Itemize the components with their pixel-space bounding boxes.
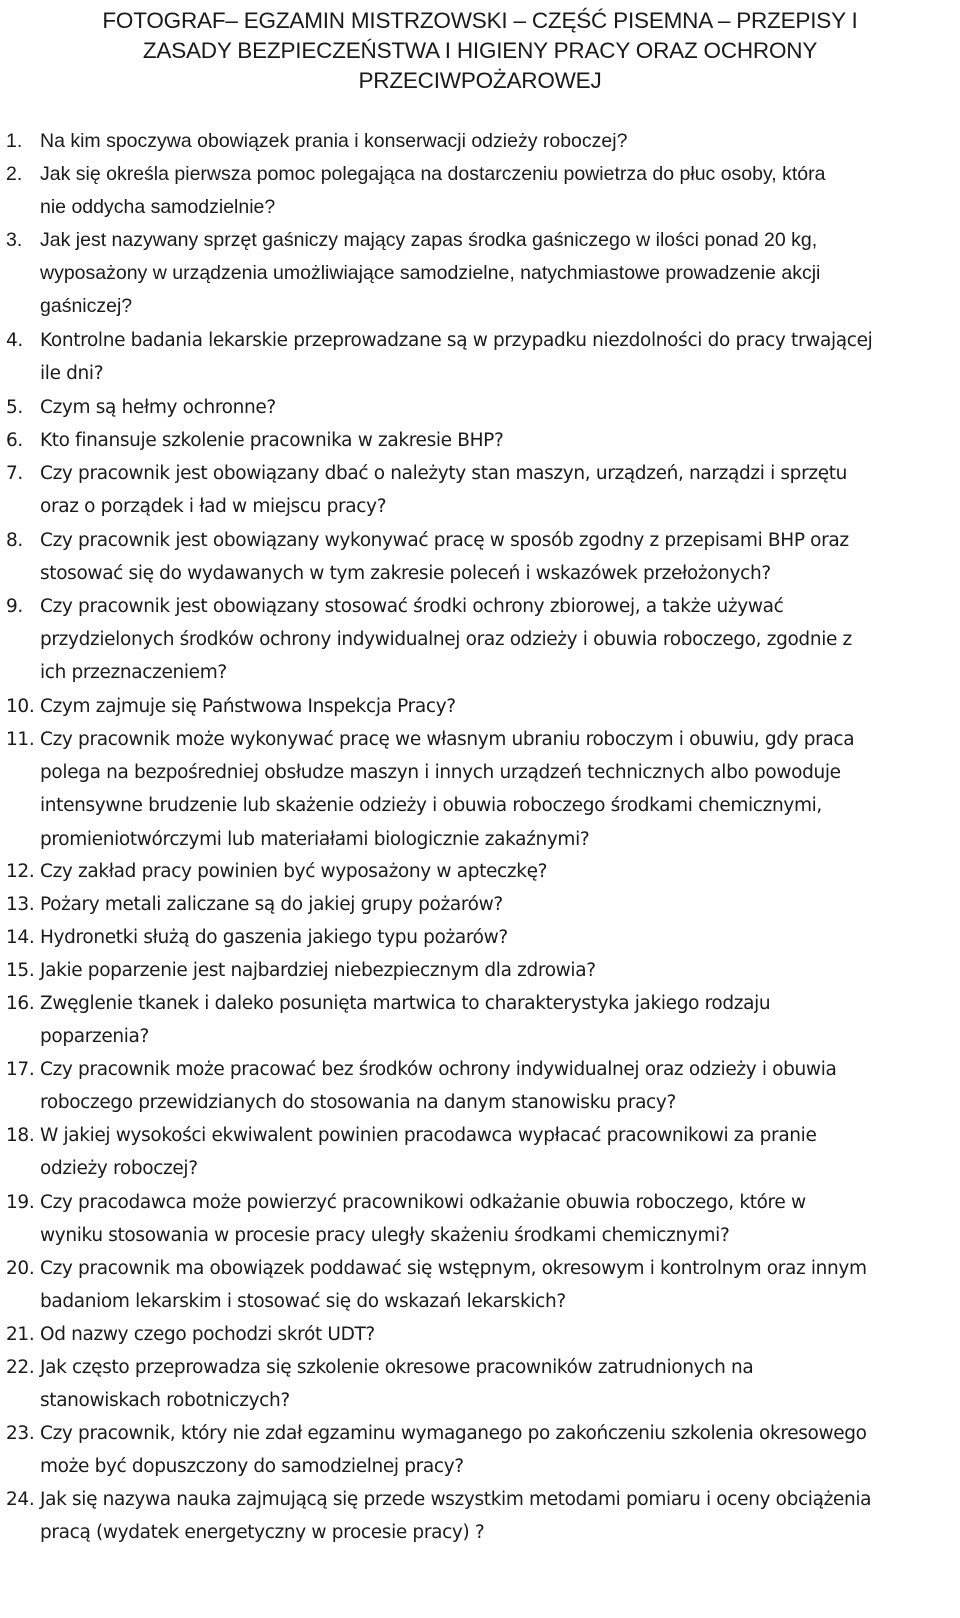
question-number: 4. bbox=[6, 330, 23, 351]
question-text-line: ich przeznaczeniem? bbox=[40, 662, 227, 684]
question-item bbox=[0, 690, 960, 723]
question-item bbox=[0, 424, 960, 457]
question-number: 21. bbox=[6, 1324, 35, 1345]
question-text-line: ile dni? bbox=[40, 363, 104, 385]
question-number: 5. bbox=[6, 397, 23, 418]
question-number: 1. bbox=[6, 130, 23, 152]
question-text-line: Od nazwy czego pochodzi skrót UDT? bbox=[40, 1324, 375, 1345]
question-text-line: gaśniczej? bbox=[40, 295, 133, 318]
question-text-line: Na kim spoczywa obowiązek prania i konserwacji odzieży roboczej? bbox=[40, 130, 628, 152]
question-number: 11. bbox=[6, 729, 35, 750]
document-title bbox=[0, 6, 960, 96]
question-text-line: Kontrolne badania lekarskie przeprowadzane są w przypadku niezdolności do pracy trwającej bbox=[40, 330, 873, 351]
question-number: 20. bbox=[6, 1258, 35, 1279]
question-text-line: odzieży roboczej? bbox=[40, 1158, 198, 1180]
question-item bbox=[0, 888, 960, 921]
question-number: 8. bbox=[6, 530, 23, 551]
question-number: 13. bbox=[6, 894, 35, 915]
question-text-line: poparzenia? bbox=[40, 1026, 150, 1048]
question-text-line: Kto finansuje szkolenie pracownika w zakresie BHP? bbox=[40, 430, 504, 451]
question-text-line: Jak często przeprowadza się szkolenie okresowe pracowników zatrudnionych na bbox=[40, 1357, 754, 1378]
question-item bbox=[0, 723, 960, 856]
question-text-line: Czy pracownik ma obowiązek poddawać się wstępnym, okresowym i kontrolnym oraz innym bbox=[40, 1258, 867, 1279]
question-number: 10. bbox=[6, 696, 35, 717]
question-text-line: Czy pracownik może wykonywać pracę we własnym ubraniu roboczym i obuwiu, gdy praca bbox=[40, 729, 855, 750]
question-text-line: stosować się do wydawanych w tym zakresie poleceń i wskazówek przełożonych? bbox=[40, 563, 771, 585]
question-text-line: Jak się nazywa nauka zajmującą się przede wszystkim metodami pomiaru i oceny obciążenia bbox=[40, 1489, 872, 1510]
question-text-line: Czy pracownik jest obowiązany stosować środki ochrony zbiorowej, a także używać bbox=[40, 596, 784, 617]
question-text-line: Pożary metali zaliczane są do jakiej grupy pożarów? bbox=[40, 894, 503, 915]
question-text-line: Jak jest nazywany sprzęt gaśniczy mający zapas środka gaśniczego w ilości ponad 20 kg, bbox=[40, 229, 818, 251]
question-number: 3. bbox=[6, 229, 23, 251]
question-number: 6. bbox=[6, 430, 23, 451]
question-item bbox=[0, 1119, 960, 1185]
title-line: PRZECIWPOŻAROWEJ bbox=[358, 68, 602, 93]
question-number: 17. bbox=[6, 1059, 35, 1080]
question-text-line: Zwęglenie tkanek i daleko posunięta martwica to charakterystyka jakiego rodzaju bbox=[40, 993, 771, 1014]
question-text-line: roboczego przewidzianych do stosowania na danym stanowisku pracy? bbox=[40, 1092, 676, 1114]
question-item bbox=[0, 1053, 960, 1119]
question-text-line: przydzielonych środków ochrony indywidualnej oraz odzieży i obuwia roboczego, zgodnie z bbox=[40, 629, 852, 651]
question-text-line: pracą (wydatek energetyczny w procesie pracy) ? bbox=[40, 1522, 485, 1544]
question-item bbox=[0, 158, 960, 224]
question-item bbox=[0, 1252, 960, 1318]
question-text-line: Czy zakład pracy powinien być wyposażony w apteczkę? bbox=[40, 861, 548, 882]
question-item bbox=[0, 224, 960, 324]
question-number: 16. bbox=[6, 993, 35, 1014]
question-number: 9. bbox=[6, 596, 23, 617]
question-text-line: oraz o porządek i ład w miejscu pracy? bbox=[40, 496, 387, 518]
question-item bbox=[0, 524, 960, 590]
question-item bbox=[0, 1483, 960, 1549]
question-item bbox=[0, 954, 960, 987]
question-item bbox=[0, 125, 960, 158]
question-item bbox=[0, 855, 960, 888]
question-text-line: intensywne brudzenie lub skażenie odzieży i obuwia roboczego środkami chemicznymi, bbox=[40, 795, 822, 817]
question-text-line: Czy pracownik, który nie zdał egzaminu wymaganego po zakończeniu szkolenia okresowego bbox=[40, 1423, 867, 1444]
question-item bbox=[0, 1186, 960, 1252]
question-number: 18. bbox=[6, 1125, 35, 1146]
question-item bbox=[0, 457, 960, 523]
question-item bbox=[0, 590, 960, 690]
question-item bbox=[0, 1417, 960, 1483]
question-text-line: Czy pracodawca może powierzyć pracownikowi odkażanie obuwia roboczego, które w bbox=[40, 1192, 806, 1213]
question-text-line: Czy pracownik jest obowiązany wykonywać pracę w sposób zgodny z przepisami BHP oraz bbox=[40, 530, 849, 551]
question-item bbox=[0, 921, 960, 954]
question-text-line: nie oddycha samodzielnie? bbox=[40, 196, 276, 219]
question-number: 12. bbox=[6, 861, 35, 882]
question-number: 7. bbox=[6, 463, 23, 484]
question-number: 22. bbox=[6, 1357, 35, 1378]
question-text-line: Czy pracownik jest obowiązany dbać o należyty stan maszyn, urządzeń, narządzi i sprzętu bbox=[40, 463, 848, 484]
question-text-line: polega na bezpośredniej obsłudze maszyn i innych urządzeń technicznych albo powoduje bbox=[40, 762, 841, 784]
question-text-line: Jak się określa pierwsza pomoc polegająca na dostarczeniu powietrza do płuc osoby, która bbox=[40, 163, 826, 185]
question-number: 14. bbox=[6, 927, 35, 948]
question-number: 24. bbox=[6, 1489, 35, 1510]
question-item bbox=[0, 1318, 960, 1351]
title-line: FOTOGRAF– EGZAMIN MISTRZOWSKI – CZĘŚĆ PISEMNA – PRZEPISY I bbox=[102, 8, 858, 33]
question-text-line: Czym są hełmy ochronne? bbox=[40, 397, 276, 418]
question-item bbox=[0, 391, 960, 424]
question-number: 2. bbox=[6, 163, 23, 185]
question-number: 23. bbox=[6, 1423, 35, 1444]
question-text-line: promieniotwórczymi lub materiałami biologicznie zakaźnymi? bbox=[40, 828, 590, 850]
question-text-line: wyposażony w urządzenia umożliwiające samodzielne, natychmiastowe prowadzenie akcji bbox=[40, 262, 821, 285]
question-text-line: może być dopuszczony do samodzielnej pracy? bbox=[40, 1456, 464, 1478]
title-line: ZASADY BEZPIECZEŃSTWA I HIGIENY PRACY ORAZ OCHRONY bbox=[142, 38, 818, 63]
question-text-line: badaniom lekarskim i stosować się do wskazań lekarskich? bbox=[40, 1291, 566, 1313]
question-item bbox=[0, 987, 960, 1053]
question-text-line: Jakie poparzenie jest najbardziej niebezpiecznym dla zdrowia? bbox=[40, 960, 596, 981]
question-item bbox=[0, 324, 960, 390]
question-text-line: Hydronetki służą do gaszenia jakiego typu pożarów? bbox=[40, 927, 508, 948]
question-number: 19. bbox=[6, 1192, 35, 1213]
question-text-line: wyniku stosowania w procesie pracy uległy skażeniu środkami chemicznymi? bbox=[40, 1225, 730, 1247]
question-text-line: Czym zajmuje się Państwowa Inspekcja Pracy? bbox=[40, 696, 456, 717]
question-item bbox=[0, 1351, 960, 1417]
question-text-line: Czy pracownik może pracować bez środków ochrony indywidualnej oraz odzieży i obuwia bbox=[40, 1059, 837, 1080]
question-number: 15. bbox=[6, 960, 35, 981]
question-text-line: stanowiskach robotniczych? bbox=[40, 1390, 290, 1412]
question-text-line: W jakiej wysokości ekwiwalent powinien pracodawca wypłacać pracownikowi za pranie bbox=[40, 1125, 817, 1146]
